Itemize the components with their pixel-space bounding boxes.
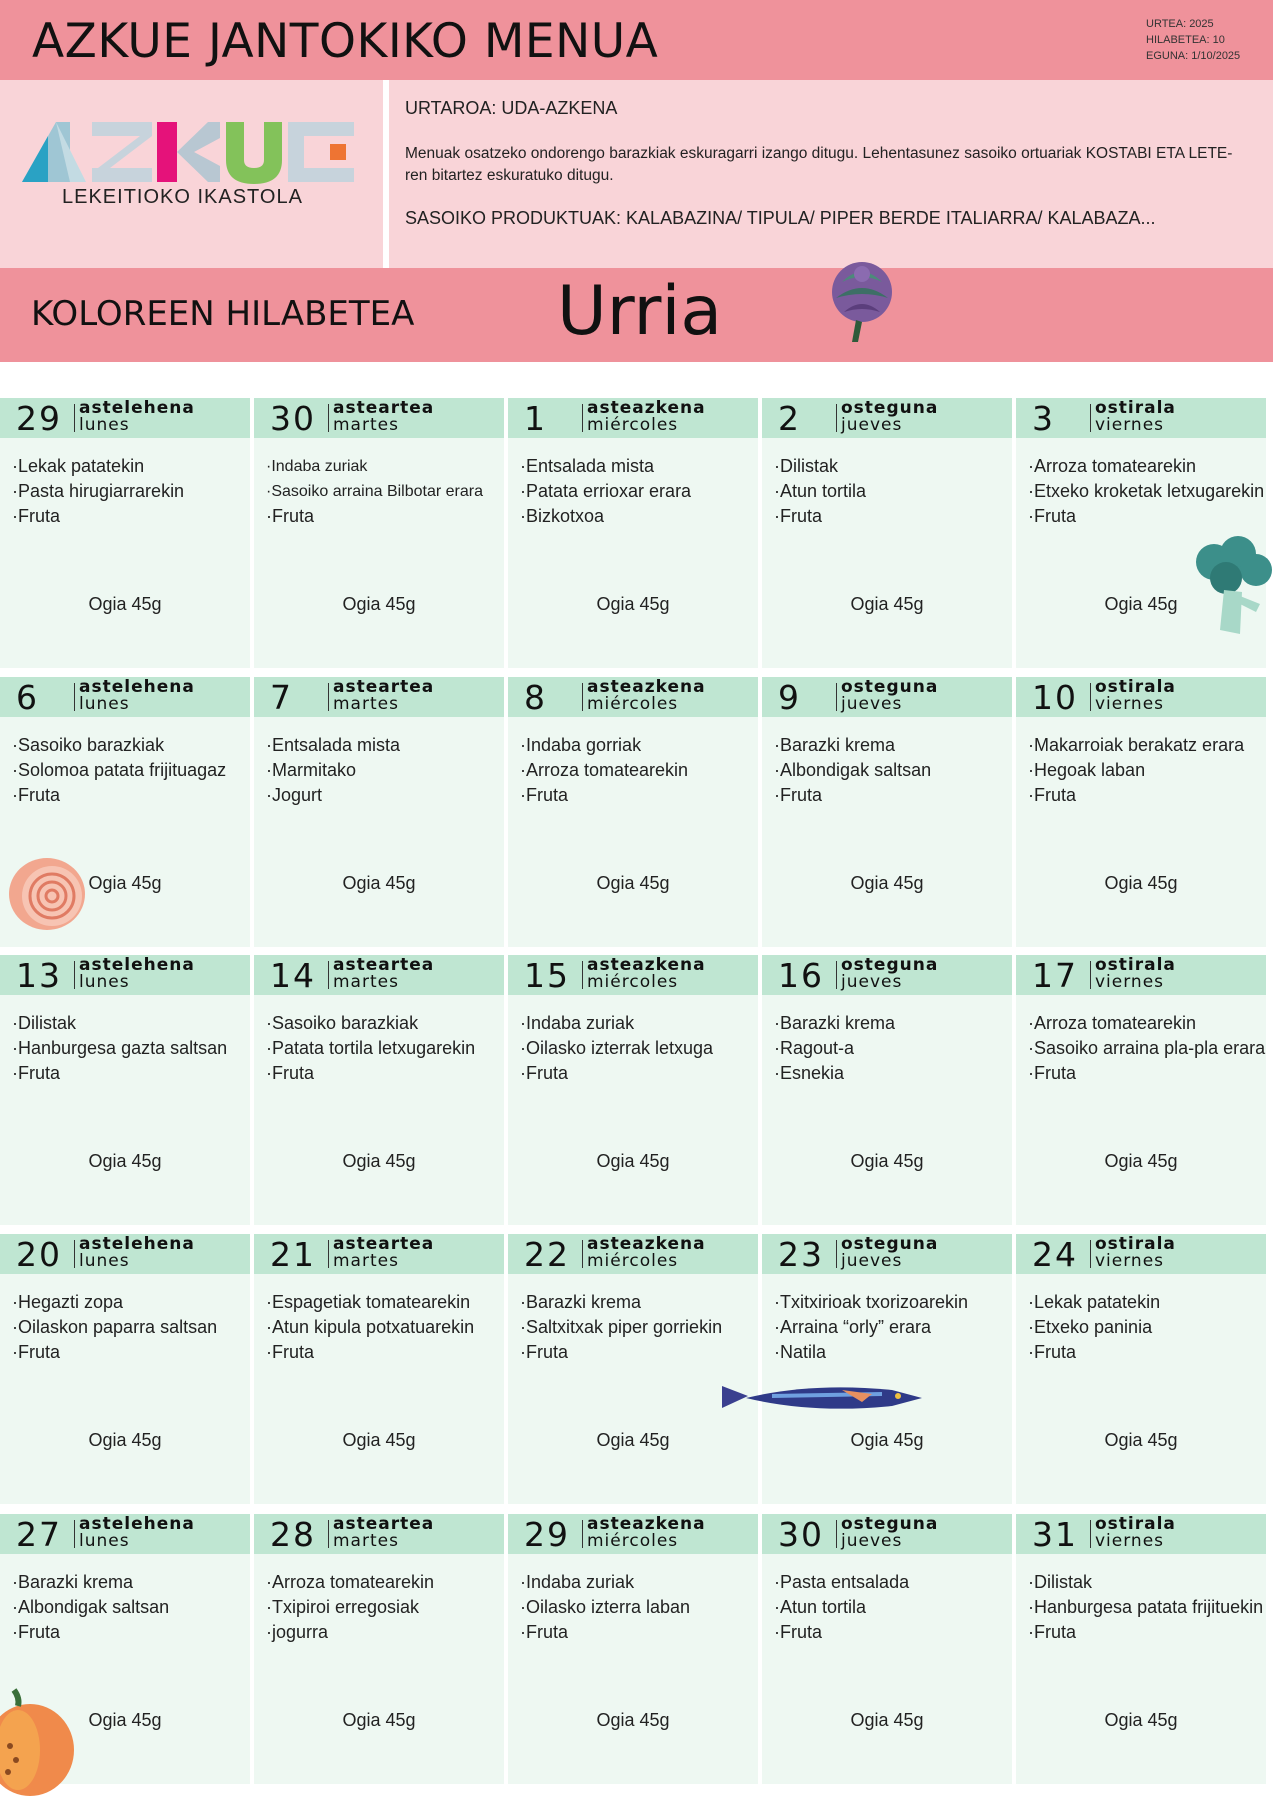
dish-item: ·Ragout-a [774,1038,855,1058]
weekday-spanish: jueves [841,694,903,714]
dish-list [774,454,866,529]
dish-item: ·Fruta [266,1063,315,1083]
day-header [0,1514,250,1554]
weekday-basque: asteartea [333,677,435,697]
dish-list [774,1290,968,1365]
bread-portion: Ogia 45g [1104,1151,1178,1171]
dish-item: ·Barazki krema [774,735,896,755]
dish-item: ·Fruta [1028,506,1077,526]
bread-portion: Ogia 45g [1104,1430,1178,1450]
day-header [1016,398,1266,438]
dish-item: ·Atun kipula potxatuarekin [266,1317,475,1337]
weekday-spanish: martes [333,972,399,992]
dish-item: ·jogurra [266,1622,329,1642]
day-cell [508,677,758,947]
dish-list [12,1290,217,1365]
day-header [762,1234,1012,1274]
dish-item: ·Atun tortila [774,481,867,501]
day-header [254,1234,504,1274]
day-header [0,398,250,438]
dish-item: ·Lekak patatekin [12,456,145,476]
dish-item: ·Arroza tomatearekin [1028,1013,1197,1033]
dish-list [774,1011,895,1086]
dish-item: ·Etxeko paninia [1028,1317,1153,1337]
day-separator [328,961,329,989]
weekday-basque: osteguna [841,398,939,418]
dish-item: ·Fruta [12,785,61,805]
bread-portion: Ogia 45g [342,873,416,893]
day-cell [254,1514,504,1784]
day-separator [836,1520,837,1548]
weekday-spanish: jueves [841,1531,903,1551]
dish-list [1028,1011,1265,1086]
day-header [508,398,758,438]
dish-item: ·Sasoiko arraina Bilbotar erara [266,483,483,500]
day-header [1016,955,1266,995]
dish-item: ·Arroza tomatearekin [520,760,689,780]
day-separator [582,1240,583,1268]
dish-item: ·Arroza tomatearekin [1028,456,1197,476]
season-label: URTAROA: UDA-AZKENA [405,98,618,118]
dish-item: ·Lekak patatekin [1028,1292,1161,1312]
bread-portion: Ogia 45g [88,1430,162,1450]
day-number: 24 [1032,1235,1078,1274]
weekday-spanish: viernes [1095,972,1165,992]
day-number: 23 [778,1235,824,1274]
dish-item: ·Dilistak [1028,1572,1093,1592]
day-separator [582,961,583,989]
dish-list [12,733,226,808]
weekday-basque: astelehena [79,955,195,975]
day-cell [1016,955,1266,1225]
logo-panel [0,80,383,268]
month-band [0,268,1273,362]
weekday-spanish: viernes [1095,694,1165,714]
dish-list [520,1290,722,1365]
day-separator [836,961,837,989]
dish-list [1028,1290,1160,1365]
artichoke-icon [822,252,902,348]
bread-portion: Ogia 45g [1104,594,1178,614]
weekday-basque: osteguna [841,1514,939,1534]
weekday-spanish: viernes [1095,415,1165,435]
weekday-basque: asteazkena [587,1514,706,1534]
bread-portion: Ogia 45g [850,1430,924,1450]
weekday-basque: ostirala [1095,1514,1176,1534]
weekday-basque: asteartea [333,955,435,975]
day-cell [508,955,758,1225]
dish-item: ·Dilistak [774,456,839,476]
day-number: 8 [524,678,547,717]
weekday-basque: astelehena [79,1234,195,1254]
dish-item: ·Albondigak saltsan [12,1597,170,1617]
dish-item: ·Arraina “orly” erara [774,1317,932,1337]
day-header [508,1234,758,1274]
dish-list [266,733,400,808]
day-header [0,1234,250,1274]
weekday-spanish: viernes [1095,1531,1165,1551]
dish-item: ·Sasoiko barazkiak [266,1013,419,1033]
day-header [508,1514,758,1554]
day-number: 14 [270,956,316,995]
day-separator [1090,683,1091,711]
day-cell [254,955,504,1225]
day-separator [836,683,837,711]
dish-list [12,1011,227,1086]
bread-portion: Ogia 45g [1104,1710,1178,1730]
day-separator [74,961,75,989]
dish-item: ·Patata tortila letxugarekin [266,1038,476,1058]
day-separator [328,404,329,432]
day-number: 21 [270,1235,316,1274]
dish-item: ·Entsalada mista [520,456,655,476]
day-number: 15 [524,956,570,995]
seasonal-products: SASOIKO PRODUKTUAK: KALABAZINA/ TIPULA/ PIPER BERDE ITALIARRA/ KALABAZA... [405,208,1156,228]
day-header [762,677,1012,717]
day-header [254,398,504,438]
weekday-basque: astelehena [79,398,195,418]
dish-item: ·Fruta [520,1622,569,1642]
dish-item: ·Fruta [520,785,569,805]
day-separator [1090,1240,1091,1268]
bread-portion: Ogia 45g [88,594,162,614]
day-cell [508,1514,758,1784]
bread-portion: Ogia 45g [342,1430,416,1450]
dish-item: ·Atun tortila [774,1597,867,1617]
dish-item: ·Fruta [520,1342,569,1362]
dish-item: ·Makarroiak berakatz erara [1028,735,1245,755]
dish-item: ·Dilistak [12,1013,77,1033]
dish-item: ·Fruta [12,506,61,526]
day-separator [74,404,75,432]
day-cell [762,1234,1012,1504]
day-cell [508,398,758,668]
day-separator [1090,404,1091,432]
weekday-basque: ostirala [1095,398,1176,418]
day-number: 6 [16,678,39,717]
day-number: 22 [524,1235,570,1274]
dish-item: ·Hegazti zopa [12,1292,124,1312]
dish-item: ·Fruta [774,506,823,526]
info-text: Menuak osatzeko ondorengo barazkiak eskuragarri izango ditugu. Lehentasunez sasoiko ortuariak KOSTABI ETA LETE-ren bitartez eskuratuko ditugu. [405,145,1233,184]
day-header [254,1514,504,1554]
dish-list [266,454,483,529]
day-separator [328,683,329,711]
day-number: 20 [16,1235,62,1274]
day-cell [1016,1234,1266,1504]
day-cell [762,677,1012,947]
dish-list [266,1570,434,1645]
fish-icon [722,1380,924,1416]
dish-item: ·Esnekia [774,1063,845,1083]
day-header [0,955,250,995]
day-cell [1016,1514,1266,1784]
weekday-basque: ostirala [1095,1234,1176,1254]
day-header [1016,1234,1266,1274]
dish-item: ·Arroza tomatearekin [266,1572,435,1592]
weekday-spanish: miércoles [587,1531,679,1551]
dish-item: ·Fruta [774,785,823,805]
page-title: AZKUE JANTOKIKO MENUA [32,14,659,69]
month-name: Urria [557,272,723,351]
dish-list [1028,454,1264,529]
day-number: 30 [778,1515,824,1554]
day-separator [74,1240,75,1268]
bread-portion: Ogia 45g [1104,873,1178,893]
weekday-spanish: miércoles [587,694,679,714]
weekday-basque: asteazkena [587,398,706,418]
dish-item: ·Jogurt [266,785,323,805]
weekday-basque: ostirala [1095,677,1176,697]
day-cell [254,398,504,668]
dish-item: ·Fruta [266,506,315,526]
weekday-basque: osteguna [841,1234,939,1254]
bread-portion: Ogia 45g [88,1151,162,1171]
weekday-spanish: martes [333,1251,399,1271]
dish-list [520,454,691,529]
dish-item: ·Txitxirioak txorizoarekin [774,1292,969,1312]
dish-item: ·Oilasko izterra laban [520,1597,691,1617]
dish-item: ·Oilaskon paparra saltsan [12,1317,218,1337]
dish-list [774,733,931,808]
dish-item: ·Hegoak laban [1028,760,1146,780]
month-subtitle: KOLOREEN HILABETEA [31,294,415,334]
weekday-basque: asteartea [333,1234,435,1254]
meta-date: EGUNA: 1/10/2025 [1146,50,1241,62]
day-cell [1016,677,1266,947]
dish-list [1028,733,1244,808]
bread-portion: Ogia 45g [342,1151,416,1171]
dish-item: ·Barazki krema [774,1013,896,1033]
day-cell [762,1514,1012,1784]
dish-list [520,733,688,808]
bread-portion: Ogia 45g [596,1710,670,1730]
dish-item: ·Indaba gorriak [520,735,642,755]
dish-item: ·Natila [774,1342,827,1362]
weekday-basque: asteazkena [587,955,706,975]
dish-item: ·Pasta hirugiarrarekin [12,481,185,501]
weekday-spanish: lunes [79,1251,130,1271]
dish-item: ·Indaba zuriak [266,458,368,475]
day-number: 7 [270,678,293,717]
dish-item: ·Indaba zuriak [520,1013,635,1033]
day-separator [74,683,75,711]
day-separator [328,1240,329,1268]
dish-item: ·Barazki krema [12,1572,134,1592]
day-cell [762,955,1012,1225]
weekday-spanish: lunes [79,972,130,992]
day-separator [582,1520,583,1548]
dish-item: ·Saltxitxak piper gorriekin [520,1317,723,1337]
day-cell [762,398,1012,668]
weekday-spanish: lunes [79,694,130,714]
dish-item: ·Fruta [1028,1063,1077,1083]
day-number: 29 [16,399,62,438]
dish-item: ·Pasta entsalada [774,1572,910,1592]
onion-icon [4,852,90,936]
bread-portion: Ogia 45g [596,873,670,893]
day-number: 28 [270,1515,316,1554]
day-number: 30 [270,399,316,438]
weekday-spanish: martes [333,415,399,435]
broccoli-icon [1190,534,1273,640]
weekday-spanish: jueves [841,415,903,435]
dish-item: ·Espagetiak tomatearekin [266,1292,471,1312]
day-number: 10 [1032,678,1078,717]
meta-year: URTEA: 2025 [1146,18,1214,30]
dish-item: ·Hanburgesa patata frijituekin [1028,1597,1264,1617]
weekday-spanish: jueves [841,972,903,992]
dish-item: ·Sasoiko arraina pla-pla erara [1028,1038,1266,1058]
day-cell [0,398,250,668]
bread-portion: Ogia 45g [596,1151,670,1171]
day-header [1016,677,1266,717]
day-number: 13 [16,956,62,995]
weekday-spanish: lunes [79,415,130,435]
weekday-spanish: martes [333,1531,399,1551]
day-number: 16 [778,956,824,995]
dish-item: ·Fruta [774,1622,823,1642]
dish-list [774,1570,909,1645]
header-band [0,0,1273,80]
day-cell [254,1234,504,1504]
weekday-spanish: jueves [841,1251,903,1271]
bread-portion: Ogia 45g [596,1430,670,1450]
bread-portion: Ogia 45g [850,1710,924,1730]
dish-item: ·Etxeko kroketak letxugarekin [1028,481,1265,501]
day-header [762,955,1012,995]
dish-item: ·Fruta [266,1342,315,1362]
weekday-basque: osteguna [841,955,939,975]
dish-item: ·Entsalada mista [266,735,401,755]
dish-item: ·Marmitako [266,760,357,780]
dish-item: ·Solomoa patata frijituagaz [12,760,227,780]
day-header [762,398,1012,438]
bread-portion: Ogia 45g [850,1151,924,1171]
day-separator [836,1240,837,1268]
meta-month: HILABETEA: 10 [1146,34,1225,46]
day-header [254,677,504,717]
day-number: 31 [1032,1515,1078,1554]
weekday-basque: asteazkena [587,677,706,697]
weekday-spanish: lunes [79,1531,130,1551]
day-cell [0,955,250,1225]
weekday-spanish: miércoles [587,972,679,992]
bread-portion: Ogia 45g [850,873,924,893]
dish-item: ·Oilasko izterrak letxuga [520,1038,714,1058]
dish-list [520,1570,690,1645]
logo-subtitle: LEKEITIOKO IKASTOLA [62,186,303,208]
weekday-spanish: miércoles [587,415,679,435]
day-separator [582,404,583,432]
dish-item: ·Txipiroi erregosiak [266,1597,420,1617]
day-separator [836,404,837,432]
bread-portion: Ogia 45g [342,594,416,614]
weekday-basque: osteguna [841,677,939,697]
dish-item: ·Bizkotxoa [520,506,605,526]
dish-item: ·Fruta [1028,1622,1077,1642]
day-number: 3 [1032,399,1055,438]
day-header [508,955,758,995]
day-cell [254,677,504,947]
dish-item: ·Patata errioxar erara [520,481,692,501]
weekday-basque: asteartea [333,398,435,418]
dish-item: ·Fruta [1028,1342,1077,1362]
dish-item: ·Fruta [520,1063,569,1083]
bread-portion: Ogia 45g [596,594,670,614]
dish-list [266,1011,475,1086]
weekday-basque: ostirala [1095,955,1176,975]
dish-item: ·Indaba zuriak [520,1572,635,1592]
azkue-logo [22,120,362,184]
weekday-basque: astelehena [79,1514,195,1534]
day-header [762,1514,1012,1554]
bread-portion: Ogia 45g [850,594,924,614]
pumpkin-icon [0,1686,76,1800]
day-number: 17 [1032,956,1078,995]
dish-list [12,1570,169,1645]
dish-item: ·Sasoiko barazkiak [12,735,165,755]
dish-item: ·Fruta [1028,785,1077,805]
day-number: 27 [16,1515,62,1554]
meta-info [1146,16,1240,64]
day-header [1016,1514,1266,1554]
dish-list [1028,1570,1263,1645]
bread-portion: Ogia 45g [342,1710,416,1730]
day-header [0,677,250,717]
dish-list [12,454,184,529]
weekday-basque: asteazkena [587,1234,706,1254]
day-separator [74,1520,75,1548]
day-cell [508,1234,758,1504]
day-separator [1090,1520,1091,1548]
dish-list [266,1290,474,1365]
weekday-spanish: miércoles [587,1251,679,1271]
day-separator [328,1520,329,1548]
weekday-basque: asteartea [333,1514,435,1534]
dish-item: ·Hanburgesa gazta saltsan [12,1038,228,1058]
dish-item: ·Fruta [12,1622,61,1642]
day-separator [1090,961,1091,989]
day-number: 1 [524,399,547,438]
day-number: 2 [778,399,801,438]
day-header [508,677,758,717]
dish-item: ·Albondigak saltsan [774,760,932,780]
weekday-spanish: viernes [1095,1251,1165,1271]
day-separator [582,683,583,711]
dish-item: ·Barazki krema [520,1292,642,1312]
bread-portion: Ogia 45g [88,1710,162,1730]
dish-list [520,1011,713,1086]
info-panel [389,80,1273,268]
bread-portion: Ogia 45g [88,873,162,893]
day-number: 29 [524,1515,570,1554]
weekday-spanish: martes [333,694,399,714]
dish-item: ·Fruta [12,1342,61,1362]
dish-item: ·Fruta [12,1063,61,1083]
weekday-basque: astelehena [79,677,195,697]
day-cell [0,1234,250,1504]
day-number: 9 [778,678,801,717]
day-header [254,955,504,995]
